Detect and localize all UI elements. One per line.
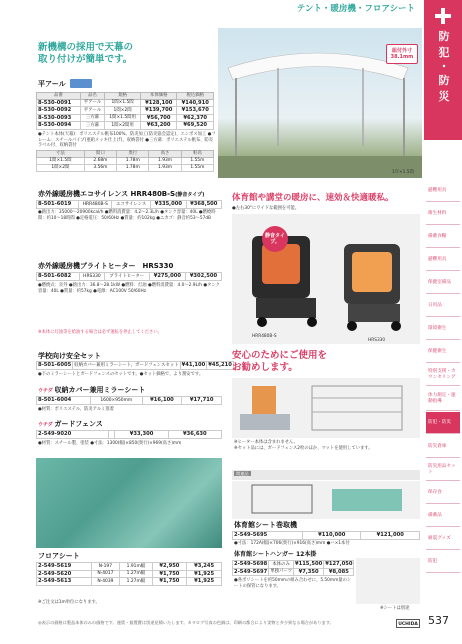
column-header: 高さ [149, 151, 181, 158]
col-header: 本体価格 [140, 93, 177, 100]
table-cell: 1.27m幅 [120, 570, 152, 578]
tent-headline-1: 新機構の採用で天幕の [38, 42, 134, 53]
table-cell: 8-501-6005 [38, 362, 72, 368]
table-cell: 2-549-5698 [234, 561, 268, 567]
truck-icon [70, 79, 92, 88]
table-cell: ¥3,245 [187, 563, 222, 571]
table-cell: 8-530-0093 [37, 114, 81, 122]
table-cell: 1600×950mm [90, 397, 142, 405]
table-cell: ¥2,950 [152, 563, 187, 571]
table-row [37, 397, 222, 405]
table-row [37, 570, 222, 578]
floor-sheet-table [36, 562, 222, 586]
heater-2-caption: HRS330 [368, 338, 386, 343]
category-char: 防 [438, 74, 450, 87]
footer-note: ◎表示の価格は製品本体のみの価格です。運賃・据置費は別途見積いたします。カタログ写真の色調は、印刷の都合により実物と多少異なる場合があります。 [38, 620, 334, 625]
table-cell: 1.91m幅 [120, 563, 152, 571]
sidebar-item[interactable]: 衛生材料 [426, 203, 460, 225]
table-cell: ¥16,100 [142, 397, 182, 405]
table-cell: 2-549-5613 [37, 578, 92, 586]
category-char: 災 [438, 90, 450, 103]
table-cell: ¥56,700 [140, 114, 177, 122]
table-cell: 1.55m [181, 157, 213, 164]
column-header: 寸法 [37, 151, 85, 158]
table-cell: 2-549-5619 [37, 563, 92, 571]
table-row [37, 431, 222, 439]
page-number: 537 [428, 614, 449, 627]
table-cell: ¥335,000 [151, 201, 186, 209]
tent-headline-2: 取り付けが簡単です。 [38, 54, 133, 65]
floor-note: ※ご注文は1m単位になります。 [38, 600, 100, 605]
table-cell: ブライトヒーター [104, 273, 149, 281]
table-cell: ¥121,000 [361, 532, 420, 540]
set-photo [232, 378, 420, 438]
page-header-title: テント・暖房機・フロアシート [296, 4, 415, 14]
sidebar-item[interactable]: 防災倉庫 [426, 436, 460, 458]
heater-1-caption: HRR480B-S [252, 334, 277, 339]
roll-table [232, 531, 420, 540]
table-cell: 三方幕 [80, 114, 105, 122]
table-cell: ¥36,630 [168, 431, 221, 439]
table-cell: 2-549-5695 [233, 532, 303, 540]
table-cell: 2-549-9020 [37, 431, 109, 439]
heater-1-description: ●熱出力：35000〜20900kcal/h ●燃料消費量：4.2〜2.3L/h ●タンク容量：40L ●燃焼時間：約10〜18時間 ●定格電圧：50/60Hz ●質量：約102kg ●ニカゴ：静音約53〜57dB [38, 210, 216, 221]
table-cell: 単独パーツ [270, 569, 292, 574]
column-header: 軒高 [181, 151, 213, 158]
brand-logo: UCHIDA [396, 619, 420, 628]
floor-sheet-photo [36, 458, 222, 548]
table-row [37, 273, 222, 281]
sidebar-item[interactable]: 保健室備品 [426, 272, 460, 294]
set-caption-2: ※セット品には、ガードフェンス2枚のほか、マットを使用しています。 [234, 446, 373, 451]
table-cell: 1.78m [117, 157, 149, 164]
tent-size-badge: 組付外寸38.1mm [386, 44, 418, 64]
table-row [233, 568, 354, 576]
plus-icon [435, 8, 451, 24]
table-cell: N-4039 [91, 578, 120, 586]
table-cell: 1.93m [149, 164, 181, 171]
table-cell: ¥69,520 [177, 122, 214, 130]
table-cell: 本体のみ [269, 561, 294, 569]
set-headline-2: お勧めします。 [232, 362, 298, 373]
hanger-name: 体育館シートハンガー 12本掛 [234, 551, 317, 558]
table-cell: 2-549-5697 [234, 568, 268, 575]
table-cell: HRR480B-S [79, 201, 112, 209]
heater-subline: ●左右30°にワイドな範囲を可能。 [232, 206, 300, 211]
heater-2-name: 赤外線暖房機ブライトヒーター HRS330 [38, 262, 174, 270]
table-row [233, 532, 420, 540]
sidebar-item[interactable]: 特別支援・カウンセリング [426, 364, 460, 386]
table-cell: ¥1,925 [187, 570, 222, 578]
sidebar-item[interactable]: 避難用具 [426, 249, 460, 271]
table-cell: エコサイレンス [112, 201, 151, 209]
guard-fence-table [36, 430, 222, 439]
table-row [37, 157, 214, 164]
quiet-badge: 静音タイプ。 [262, 226, 288, 252]
sidebar-item[interactable]: 保健衛生 [426, 341, 460, 363]
heater-1-name: 赤外線暖房機エコサイレンス HRR480B-S(静音タイプ) [38, 190, 205, 198]
table-cell: ¥302,500 [185, 273, 221, 281]
table-cell: 収納カバー兼用ミラーシート、ガードフェンスセット [74, 362, 179, 368]
guard-fence-description: ●材質：スチール製、塗装 ●寸法：1300(幅)×850(奥行)×969(高さ)mm [38, 441, 182, 446]
table-cell: ¥110,000 [302, 532, 361, 540]
tent-description: ●テント本体(天幕)：ポリエステル帆布100%、防炎加工(防炎協会認定)、エンボス加工 ●フレーム：スチールパイプ(亜鉛メッキ仕上げ)、収納袋付 ●三方幕：ポリエステル帆布、防炎ラベル付、収納袋付 [38, 132, 216, 149]
tent-price-table [36, 92, 214, 130]
col-header: 規格 [105, 93, 141, 100]
sidebar-item[interactable]: 環境衛生 [426, 318, 460, 340]
table-cell: 2-549-5620 [37, 570, 92, 578]
roll-description: ●寸法：172A(幅)×706(奥行)×916(高さ)mm ●ハ×1本付 [234, 541, 350, 546]
table-cell: ¥115,500 [294, 561, 323, 567]
category-header-block [424, 0, 462, 140]
set-table [36, 361, 234, 370]
sidebar-item[interactable]: 保存食 [426, 482, 460, 504]
table-cell: ¥63,200 [140, 122, 177, 130]
col-header: 品名 [80, 93, 105, 100]
tent-photo-caption: 1年×1.5間 [392, 170, 414, 175]
table-cell: ¥368,500 [186, 201, 221, 209]
category-char: 防 [438, 30, 450, 43]
table-cell: 8-501-6004 [37, 397, 91, 405]
sidebar-item[interactable]: 備蓄食糧 [426, 226, 460, 248]
heater-2-description: ●燃焼式：炎外 ●熱出力：36.8〜28.1kW ●燃料：灯油 ●燃料消費量：4.0〜2.9L/h ●タンク容量：40L ●質量：約57kg ●電源：AC100V 50/60Hz [38, 283, 220, 294]
set-name: 学校向け安全セット [38, 352, 101, 360]
table-cell: 平アール [80, 99, 105, 107]
column-header: 奥行 [117, 151, 149, 158]
category-char: 犯 [438, 46, 450, 59]
table-cell: ¥41,100 [181, 362, 206, 368]
set-headline-1: 安心のためにご使用を [232, 350, 328, 361]
table-row [37, 107, 214, 115]
table-cell: ¥8,085 [324, 568, 354, 576]
table-cell: ¥275,000 [149, 273, 185, 281]
table-cell: N-197 [91, 563, 120, 571]
sidebar-item[interactable]: 防災用品セット [426, 459, 460, 481]
guard-fence-name: ウチダ ガードフェンス [38, 420, 103, 428]
table-cell: ¥7,350 [293, 568, 323, 576]
table-cell: N-4017 [91, 570, 120, 578]
table-cell: ¥127,050 [325, 561, 353, 567]
table-cell: 1.93m [149, 157, 181, 164]
column-header: 間口 [84, 151, 116, 158]
table-cell: 2.68m [84, 157, 116, 164]
table-cell: 1間×2間 [37, 164, 85, 171]
set-caption-1: ※ヒーター本体は含まれません。 [234, 440, 298, 445]
sidebar-item[interactable]: 日用品 [426, 295, 460, 317]
mirror-sheet-name: ウチダ 収納カバー兼用ミラーシート [38, 386, 146, 394]
sidebar-item[interactable]: 耐震グッズ [426, 528, 460, 550]
table-cell: ¥33,300 [115, 431, 168, 439]
table-row [37, 99, 214, 107]
table-cell: 1間×1.5間用 [105, 114, 141, 122]
table-cell: ¥140,910 [177, 99, 214, 107]
table-cell: 8-501-6082 [37, 273, 80, 281]
table-cell: ¥1,750 [152, 578, 187, 586]
heater-warning: ※本体に灯油等を給油する場合は必ず運転を停止してください。 [38, 330, 162, 335]
related-bar [232, 470, 420, 480]
floor-sheet-name: フロアシート [38, 552, 80, 560]
table-cell: 8-530-0091 [37, 99, 81, 107]
table-cell: 1間×1.5間 [105, 99, 141, 107]
table-cell: 平アール [80, 107, 105, 115]
sidebar-item-active[interactable]: 防犯・防災 [426, 412, 460, 434]
mirror-sheet-description: ●材質：ポリエステル、防炎アルミ蒸着 [38, 407, 114, 412]
heater-1-table [36, 200, 222, 209]
table-cell: ¥45,210 [208, 362, 232, 368]
table-row [37, 362, 234, 370]
set-description: ●下のミラーシートとガードフェンスのセットです。●セット価格で、より割安です。 [38, 372, 204, 377]
sidebar-item[interactable]: 体力測定・運動指導 [426, 387, 460, 411]
table-cell: 三方幕 [80, 122, 105, 130]
hanger-photo [356, 558, 420, 604]
table-cell: ¥153,670 [177, 107, 214, 115]
col-header: 品番 [37, 93, 81, 100]
table-row [37, 563, 222, 571]
table-cell: HRS330 [80, 273, 104, 281]
table-cell: 1間×1.5間 [37, 157, 85, 164]
table-cell: 3.56m [84, 164, 116, 171]
related-tag: 関連品 [236, 471, 249, 476]
table-cell: 1間×2間用 [105, 122, 141, 130]
table-cell: 8-530-0094 [37, 122, 81, 130]
tent-size-table [36, 150, 214, 172]
hanger-caption: ※シートは別途 [380, 606, 410, 611]
sidebar-item[interactable]: 避難用具 [426, 180, 460, 202]
table-cell: ¥17,710 [182, 397, 222, 405]
table-cell: ¥1,750 [152, 570, 187, 578]
sidebar-item[interactable]: 備蓄品 [426, 505, 460, 527]
table-row [233, 561, 354, 569]
col-header: 税込価格 [177, 93, 214, 100]
table-cell: ¥1,925 [187, 578, 222, 586]
table-row [37, 164, 214, 171]
table-cell: 1間×2間 [105, 107, 141, 115]
hanger-table [232, 560, 354, 576]
roll-photo [232, 481, 420, 519]
category-char: ・ [438, 60, 450, 73]
heater-2-table [36, 272, 222, 281]
table-cell: 1.55m [181, 164, 213, 171]
mirror-sheet-table [36, 396, 222, 405]
heater-photo [232, 214, 420, 344]
table-row [37, 122, 214, 130]
heater-headline: 体育館や講堂の暖房に、速効＆快適暖私。 [232, 193, 394, 203]
table-row [37, 578, 222, 586]
table-cell: 1.78m [117, 164, 149, 171]
table-cell: ¥128,100 [140, 99, 177, 107]
table-cell: ¥62,370 [177, 114, 214, 122]
table-row [37, 114, 214, 122]
sidebar-item[interactable]: 防犯 [426, 551, 460, 573]
category-sidebar [424, 0, 462, 644]
table-cell: 8-530-0092 [37, 107, 81, 115]
table-cell: ¥139,700 [140, 107, 177, 115]
table-row [37, 201, 222, 209]
hanger-description: ●各ポリシートを約50mmの組み合わせに、5.50mm量のシートの保管になります。 [234, 578, 352, 589]
roll-name: 体育館シート巻取機 [234, 521, 297, 529]
tent-product-name: 平アール [38, 80, 66, 88]
table-cell: 1.27m幅 [120, 578, 152, 586]
table-cell: 8-501-6019 [37, 201, 79, 209]
